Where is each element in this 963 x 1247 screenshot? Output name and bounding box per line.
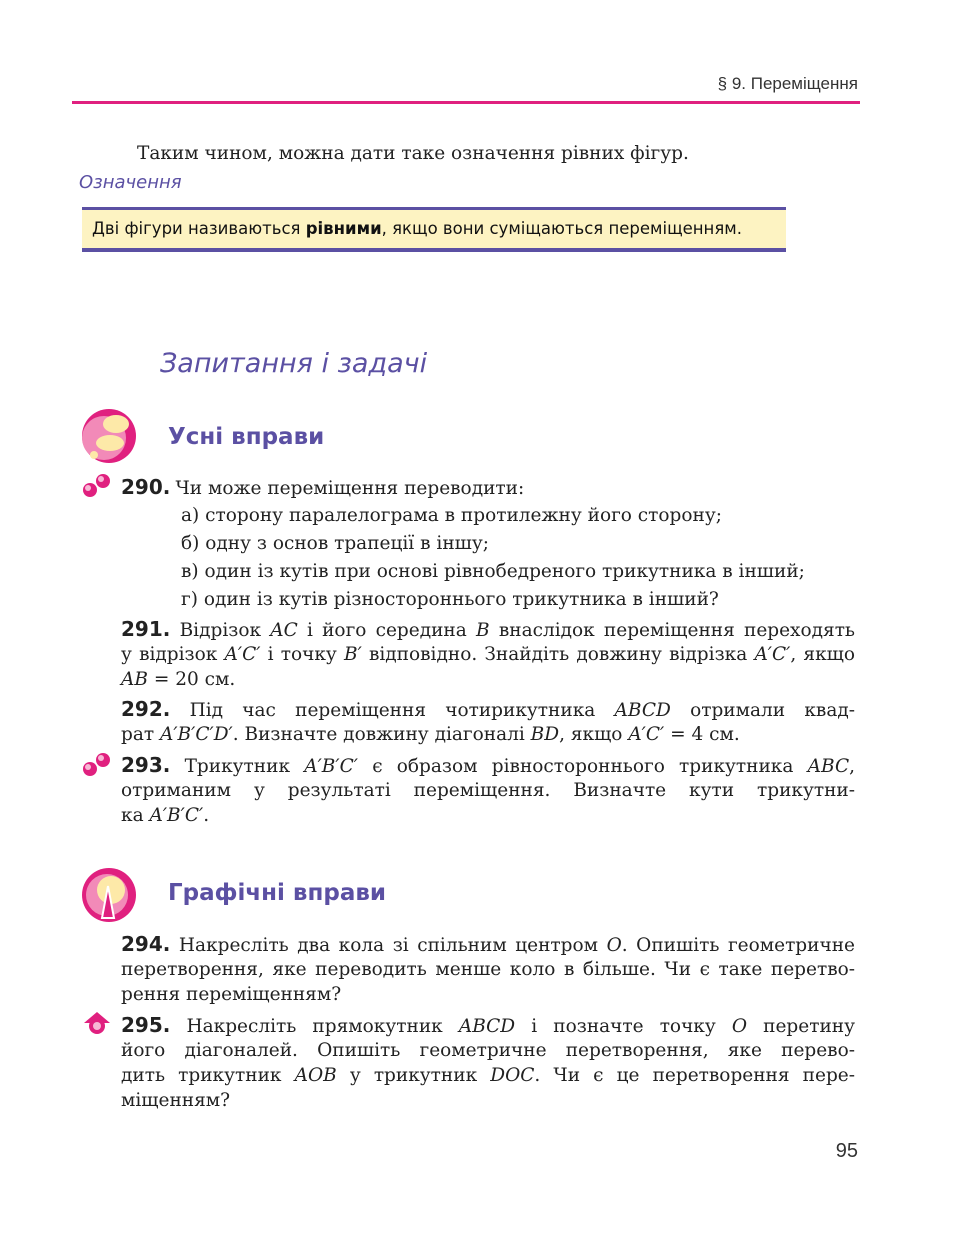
text-run: перетину: [747, 1016, 855, 1037]
math-run: A′C′: [628, 724, 665, 745]
difficulty-dots-icon: [82, 752, 112, 778]
oral-exercises-title: Усні вправи: [168, 424, 325, 450]
problem-number: 293.: [121, 753, 171, 777]
problem-text: Чи може переміщення переводити:: [175, 478, 525, 499]
header-rule: [72, 101, 860, 104]
math-run: A′C′: [224, 644, 261, 665]
list-item: [181, 531, 489, 556]
problem-number: 290.: [121, 475, 171, 499]
problem-293-line-2: отриманим у результаті переміщення. Визначте кути трикутни-: [121, 780, 855, 801]
text-run: Відрізок: [179, 620, 271, 641]
definition-label: Означення: [79, 172, 182, 193]
math-run: AC: [270, 620, 298, 641]
problem-293-line-3: [121, 803, 209, 828]
text-run: і точку: [260, 644, 344, 665]
math-run: AOB: [294, 1065, 337, 1086]
problem-number: 294.: [121, 932, 171, 956]
list-item: [181, 587, 719, 612]
problem-295: [121, 1013, 855, 1039]
speech-bubbles-icon: [80, 407, 138, 465]
graphic-exercises-title: Графічні вправи: [168, 880, 387, 906]
item-label: а): [181, 505, 200, 526]
math-run: A′B′C′D′: [160, 724, 233, 745]
text-run: = 4 см.: [664, 724, 740, 745]
intro-text: Таким чином, можна дати таке означення рівних фігур.: [137, 143, 689, 164]
problem-290: [121, 475, 524, 501]
text-run: відповідно. Знайдіть довжину відрізка: [361, 644, 755, 665]
math-run: AB: [121, 669, 148, 690]
item-label: в): [181, 561, 199, 582]
text-run: внаслідок переміщення переходять: [489, 620, 855, 641]
problem-292-line-2: [121, 722, 740, 747]
math-run: A′B′C′: [304, 756, 358, 777]
text-run: і позначте точку: [515, 1016, 732, 1037]
item-text: одну з основ трапеції в іншу;: [205, 533, 489, 554]
text-run: отримали квад-: [670, 700, 856, 721]
text-run: дить трикутник: [121, 1065, 295, 1086]
problem-number: 292.: [121, 697, 171, 721]
math-run: ABCD: [614, 700, 671, 721]
problem-294: [121, 932, 855, 958]
text-run: Трикутник: [184, 756, 305, 777]
problem-number: 295.: [121, 1013, 171, 1037]
item-text: один із кутів різностороннього трикутника в інший?: [203, 589, 719, 610]
item-label: г): [181, 589, 198, 610]
text-run: Накресліть прямокутник: [186, 1016, 459, 1037]
problem-293: [121, 753, 855, 779]
definition-text-before: Дві фігури називаються: [92, 219, 306, 238]
problem-294-line-3: рення переміщенням?: [121, 984, 342, 1005]
definition-bold-term: рівними: [305, 219, 382, 238]
text-run: , якщо: [559, 724, 629, 745]
definition-text-after: , якщо вони суміщаються переміщенням.: [381, 219, 742, 238]
item-text: один із кутів при основі рівнобедреного трикутника в інший;: [204, 561, 805, 582]
text-run: є образом рівностороннього трикутника: [357, 756, 808, 777]
math-run: O: [606, 935, 622, 956]
math-run: A′B′C′: [149, 805, 204, 826]
difficulty-dots-icon: [82, 473, 112, 499]
text-run: і його середина: [297, 620, 476, 641]
drawing-compass-icon: [80, 866, 138, 924]
math-run: A′C′: [754, 644, 791, 665]
problem-number: 291.: [121, 617, 171, 641]
definition-box: [82, 207, 786, 252]
math-run: ABC: [807, 756, 850, 777]
problem-295-line-2: його діагоналей. Опишіть геометричне перетворення, яке перево-: [121, 1040, 855, 1061]
math-run: O: [731, 1016, 748, 1037]
text-run: ,: [849, 756, 855, 777]
item-text: сторону паралелограма в протилежну його сторону;: [205, 505, 722, 526]
problem-292: [121, 697, 855, 723]
section-title: Запитання і задачі: [160, 348, 428, 379]
problem-291-line-2: [121, 642, 855, 667]
math-run: ABCD: [458, 1016, 516, 1037]
home-task-icon: [82, 1010, 112, 1036]
text-run: . Чи є це перетворення пере-: [534, 1065, 855, 1086]
text-run: рат: [121, 724, 160, 745]
list-item: [181, 503, 722, 528]
math-run: B: [476, 620, 490, 641]
text-run: у трикутник: [336, 1065, 491, 1086]
list-item: [181, 559, 805, 584]
problem-291: [121, 617, 855, 643]
text-run: Під час переміщення чотирикутника: [189, 700, 615, 721]
math-run: DOC: [490, 1065, 535, 1086]
problem-294-line-2: перетворення, яке переводить менше коло в більше. Чи є таке перетво-: [121, 959, 855, 980]
problem-291-line-3: [121, 667, 235, 692]
problem-295-line-4: міщенням?: [121, 1090, 231, 1111]
text-run: у відрізок: [121, 644, 225, 665]
text-run: .: [203, 805, 210, 826]
problem-295-line-3: [121, 1063, 855, 1088]
text-run: , якщо: [790, 644, 855, 665]
page-number: 95: [835, 1140, 858, 1162]
text-run: . Визначте довжину діагоналі: [232, 724, 531, 745]
text-run: Накресліть два кола зі спільним центром: [178, 935, 607, 956]
text-run: ка: [121, 805, 150, 826]
text-run: . Опишіть геометричне: [621, 935, 855, 956]
text-run: = 20 см.: [147, 669, 236, 690]
definition-text: [92, 219, 742, 238]
math-run: BD: [530, 724, 560, 745]
running-head: § 9. Переміщення: [717, 74, 858, 93]
math-run: B′: [343, 644, 362, 665]
item-label: б): [181, 533, 200, 554]
